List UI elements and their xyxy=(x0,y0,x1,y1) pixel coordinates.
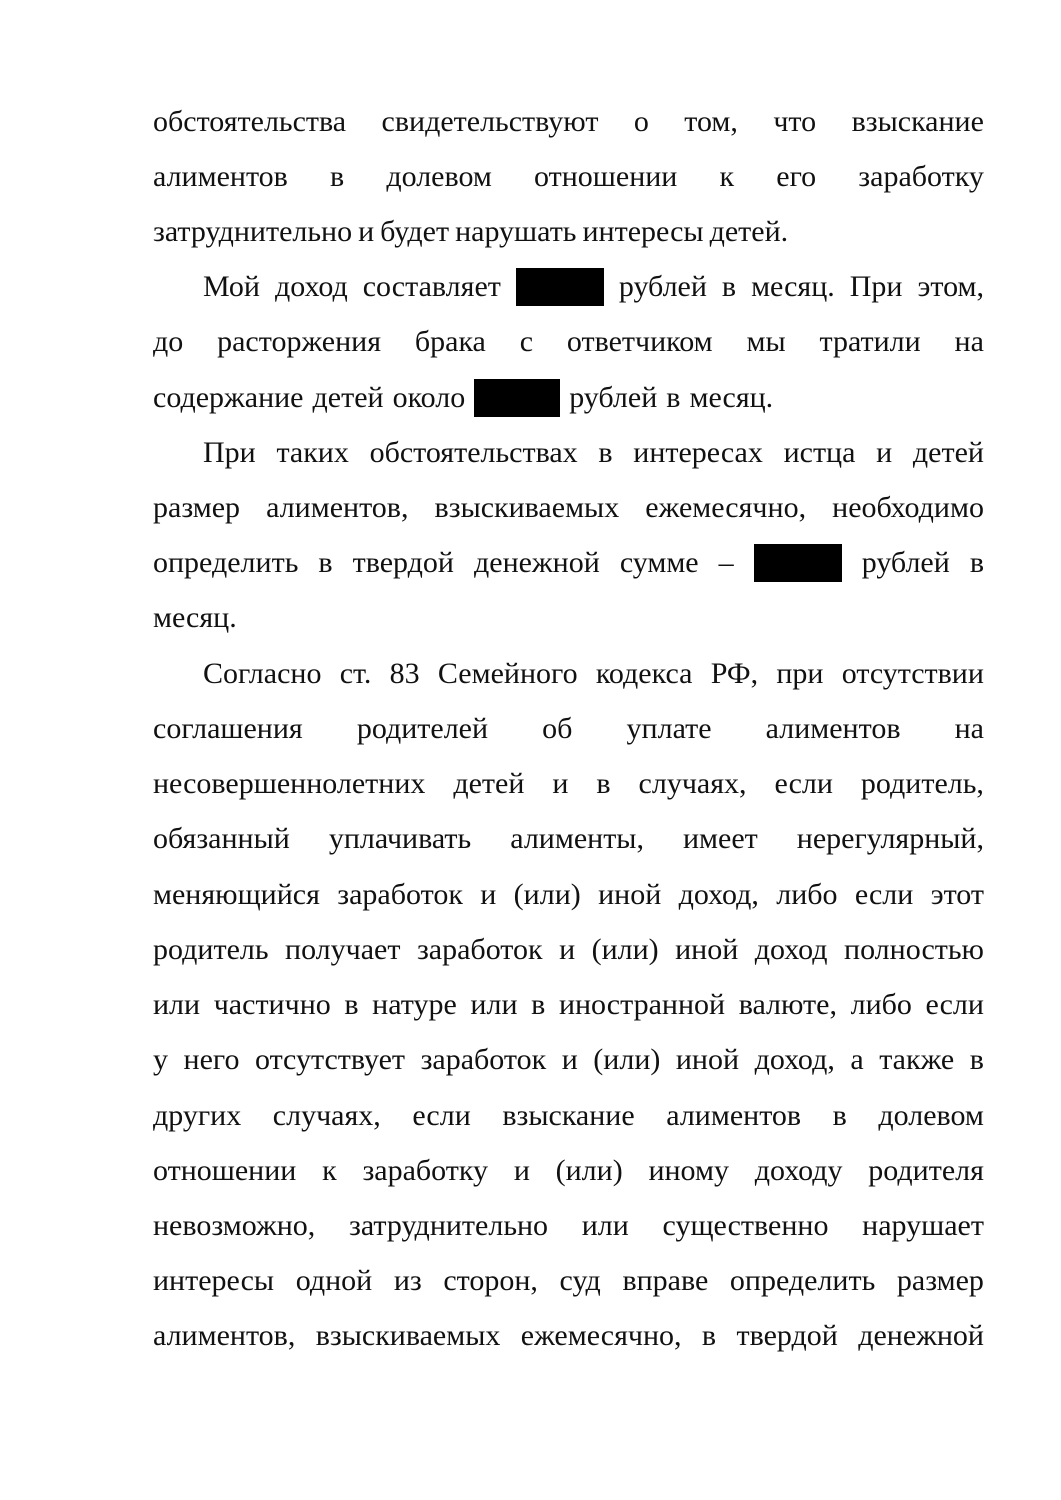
word: обстоятельства xyxy=(153,105,347,138)
word: интересы xyxy=(582,215,704,248)
word: получает xyxy=(285,933,401,966)
text-line xyxy=(153,873,984,917)
word: алиментов, xyxy=(153,1319,296,1352)
word: у xyxy=(153,1043,168,1076)
word: При xyxy=(203,436,256,469)
text-line xyxy=(153,1204,984,1248)
word: либо xyxy=(850,988,912,1021)
word: месяц. xyxy=(751,270,835,303)
text-line xyxy=(203,652,984,696)
word: будет xyxy=(380,215,450,248)
word: затруднительно xyxy=(348,1209,549,1242)
word: в xyxy=(330,160,345,193)
text-line xyxy=(153,983,984,1027)
word: алиментов xyxy=(666,1099,802,1132)
word: существенно xyxy=(662,1209,829,1242)
word: суд xyxy=(559,1264,601,1297)
word: Согласно xyxy=(203,657,322,690)
word: мы xyxy=(746,325,786,358)
word: кодекса xyxy=(595,657,693,690)
word: иной xyxy=(675,1043,740,1076)
text-line xyxy=(153,210,984,254)
word: ответчиком xyxy=(566,325,713,358)
word: алиментов xyxy=(153,160,288,193)
word: заработку xyxy=(362,1154,489,1187)
word: в xyxy=(598,436,613,469)
word: заработок xyxy=(420,1043,547,1076)
word: или xyxy=(470,988,518,1021)
word: валюте, xyxy=(738,988,837,1021)
word: меняющийся xyxy=(153,878,320,911)
word: или xyxy=(153,988,201,1021)
word: детей xyxy=(912,436,984,469)
word: (или) xyxy=(513,878,581,911)
word: Мой xyxy=(203,270,260,303)
word: на xyxy=(954,712,984,745)
word: если xyxy=(774,767,833,800)
word: детей xyxy=(453,767,525,800)
word: месяц. xyxy=(689,381,774,414)
word: (или) xyxy=(593,1043,661,1076)
word: необходимо xyxy=(832,491,984,524)
word: если xyxy=(854,878,914,911)
word: таких xyxy=(276,436,349,469)
word: ежемесячно, xyxy=(520,1319,682,1352)
word: до xyxy=(153,325,184,358)
word: в xyxy=(531,988,546,1021)
word: доход, xyxy=(678,878,759,911)
word: одной xyxy=(295,1264,373,1297)
word: заработку xyxy=(858,160,984,193)
word: и xyxy=(561,1043,578,1076)
word: в xyxy=(701,1319,717,1352)
word: размер xyxy=(896,1264,984,1297)
word: доход, xyxy=(754,1043,835,1076)
word: имеет xyxy=(682,822,758,855)
word: При xyxy=(849,270,903,303)
word: взыскиваемых xyxy=(434,491,620,524)
word: алименты, xyxy=(510,822,644,855)
word: доход xyxy=(274,270,348,303)
word: при xyxy=(776,657,824,690)
word: ст. xyxy=(339,657,372,690)
word: в xyxy=(344,988,359,1021)
text-line xyxy=(153,596,984,640)
word: обстоятельствах xyxy=(369,436,578,469)
word: ежемесячно, xyxy=(645,491,807,524)
text-line xyxy=(153,155,984,199)
text-line xyxy=(153,541,984,585)
word: случаях, xyxy=(272,1099,381,1132)
word: затруднительно xyxy=(153,215,353,248)
word: 83 xyxy=(389,657,420,690)
word: рублей xyxy=(569,381,658,414)
word: об xyxy=(542,712,573,745)
word: размер xyxy=(153,491,241,524)
word: иной xyxy=(675,933,739,966)
text-line xyxy=(203,431,984,475)
word: частично xyxy=(213,988,331,1021)
text-line xyxy=(153,1094,984,1138)
word: с xyxy=(519,325,534,358)
word: определить xyxy=(153,546,299,579)
text-line xyxy=(153,762,984,806)
word: нарушать xyxy=(455,215,577,248)
word: также xyxy=(879,1043,955,1076)
word: содержание xyxy=(153,381,304,414)
redaction-box xyxy=(754,544,842,582)
word: в xyxy=(318,546,333,579)
word: заработок xyxy=(416,933,543,966)
word: тратили xyxy=(819,325,921,358)
text-line xyxy=(153,1038,984,1082)
word: родитель, xyxy=(860,767,984,800)
word: взыскание xyxy=(502,1099,635,1132)
word: а xyxy=(850,1043,864,1076)
word: – xyxy=(718,546,734,579)
word: и xyxy=(358,215,375,248)
word: если xyxy=(925,988,984,1021)
word: если xyxy=(412,1099,471,1132)
word: РФ, xyxy=(710,657,759,690)
word: рублей xyxy=(618,270,707,303)
word: Семейного xyxy=(437,657,578,690)
word: свидетельствуют xyxy=(381,105,599,138)
word: рублей xyxy=(861,546,950,579)
redaction-box xyxy=(474,379,560,417)
word: алиментов xyxy=(765,712,901,745)
redaction-box xyxy=(516,268,604,306)
word: сумме xyxy=(619,546,699,579)
word: других xyxy=(153,1099,242,1132)
word: отсутствует xyxy=(254,1043,406,1076)
word: и xyxy=(480,878,497,911)
word: к xyxy=(719,160,735,193)
word: что xyxy=(773,105,817,138)
word: том, xyxy=(684,105,738,138)
text-line xyxy=(153,817,984,861)
word: интересах xyxy=(633,436,763,469)
word: или xyxy=(581,1209,629,1242)
word: месяц. xyxy=(153,601,237,634)
word: заработок xyxy=(337,878,463,911)
word: уплате xyxy=(626,712,712,745)
word: обязанный xyxy=(153,822,290,855)
word: истца xyxy=(783,436,856,469)
word: о xyxy=(633,105,649,138)
text-line xyxy=(153,1149,984,1193)
word: соглашения xyxy=(153,712,303,745)
word: полностью xyxy=(844,933,984,966)
word: нарушает xyxy=(862,1209,984,1242)
text-line xyxy=(153,928,984,972)
word: (или) xyxy=(591,933,659,966)
word: иностранной xyxy=(558,988,726,1021)
word: на xyxy=(954,325,984,358)
text-line xyxy=(153,486,984,530)
word: отношении xyxy=(153,1154,297,1187)
word: расторжения xyxy=(217,325,382,358)
word: доходу xyxy=(754,1154,843,1187)
word: взыскиваемых xyxy=(315,1319,501,1352)
word: уплачивать xyxy=(328,822,472,855)
text-line xyxy=(153,1259,984,1303)
word: взыскание xyxy=(851,105,984,138)
word: в xyxy=(969,1043,984,1076)
word: отсутствии xyxy=(841,657,984,690)
word: твердой xyxy=(736,1319,838,1352)
word: иной xyxy=(598,878,662,911)
word: из xyxy=(393,1264,422,1297)
word: этот xyxy=(930,878,984,911)
word: около xyxy=(392,381,466,414)
word: определить xyxy=(729,1264,876,1297)
word: случаях, xyxy=(638,767,747,800)
word: и xyxy=(559,933,576,966)
word: в xyxy=(666,381,681,414)
text-line xyxy=(153,1314,984,1358)
word: его xyxy=(776,160,817,193)
word: родителей xyxy=(356,712,489,745)
word: родитель xyxy=(153,933,269,966)
word: долевом xyxy=(386,160,492,193)
word: и xyxy=(552,767,569,800)
word: него xyxy=(183,1043,240,1076)
word: несовершеннолетних xyxy=(153,767,426,800)
word: родителя xyxy=(868,1154,984,1187)
word: твердой xyxy=(352,546,454,579)
word: этом, xyxy=(917,270,984,303)
word: и xyxy=(876,436,893,469)
word: отношении xyxy=(534,160,678,193)
word: составляет xyxy=(362,270,501,303)
word: долевом xyxy=(878,1099,984,1132)
word: детей. xyxy=(709,215,789,248)
word: (или) xyxy=(555,1154,623,1187)
word: денежной xyxy=(858,1319,984,1352)
word: иному xyxy=(648,1154,729,1187)
word: нерегулярный, xyxy=(796,822,984,855)
word: в xyxy=(721,270,737,303)
text-line xyxy=(203,265,984,309)
word: сторон, xyxy=(443,1264,538,1297)
word: невозможно, xyxy=(153,1209,316,1242)
word: либо xyxy=(776,878,838,911)
word: к xyxy=(322,1154,337,1187)
text-line xyxy=(153,376,984,420)
text-line xyxy=(153,707,984,751)
word: в xyxy=(832,1099,847,1132)
word: детей xyxy=(312,381,384,414)
word: доход xyxy=(754,933,828,966)
word: вправе xyxy=(622,1264,709,1297)
word: денежной xyxy=(473,546,600,579)
word: брака xyxy=(414,325,486,358)
word: алиментов, xyxy=(266,491,409,524)
word: в xyxy=(969,546,984,579)
word: натуре xyxy=(372,988,457,1021)
text-line xyxy=(153,320,984,364)
text-line xyxy=(153,100,984,144)
word: и xyxy=(513,1154,530,1187)
word: в xyxy=(596,767,611,800)
word: интересы xyxy=(153,1264,275,1297)
